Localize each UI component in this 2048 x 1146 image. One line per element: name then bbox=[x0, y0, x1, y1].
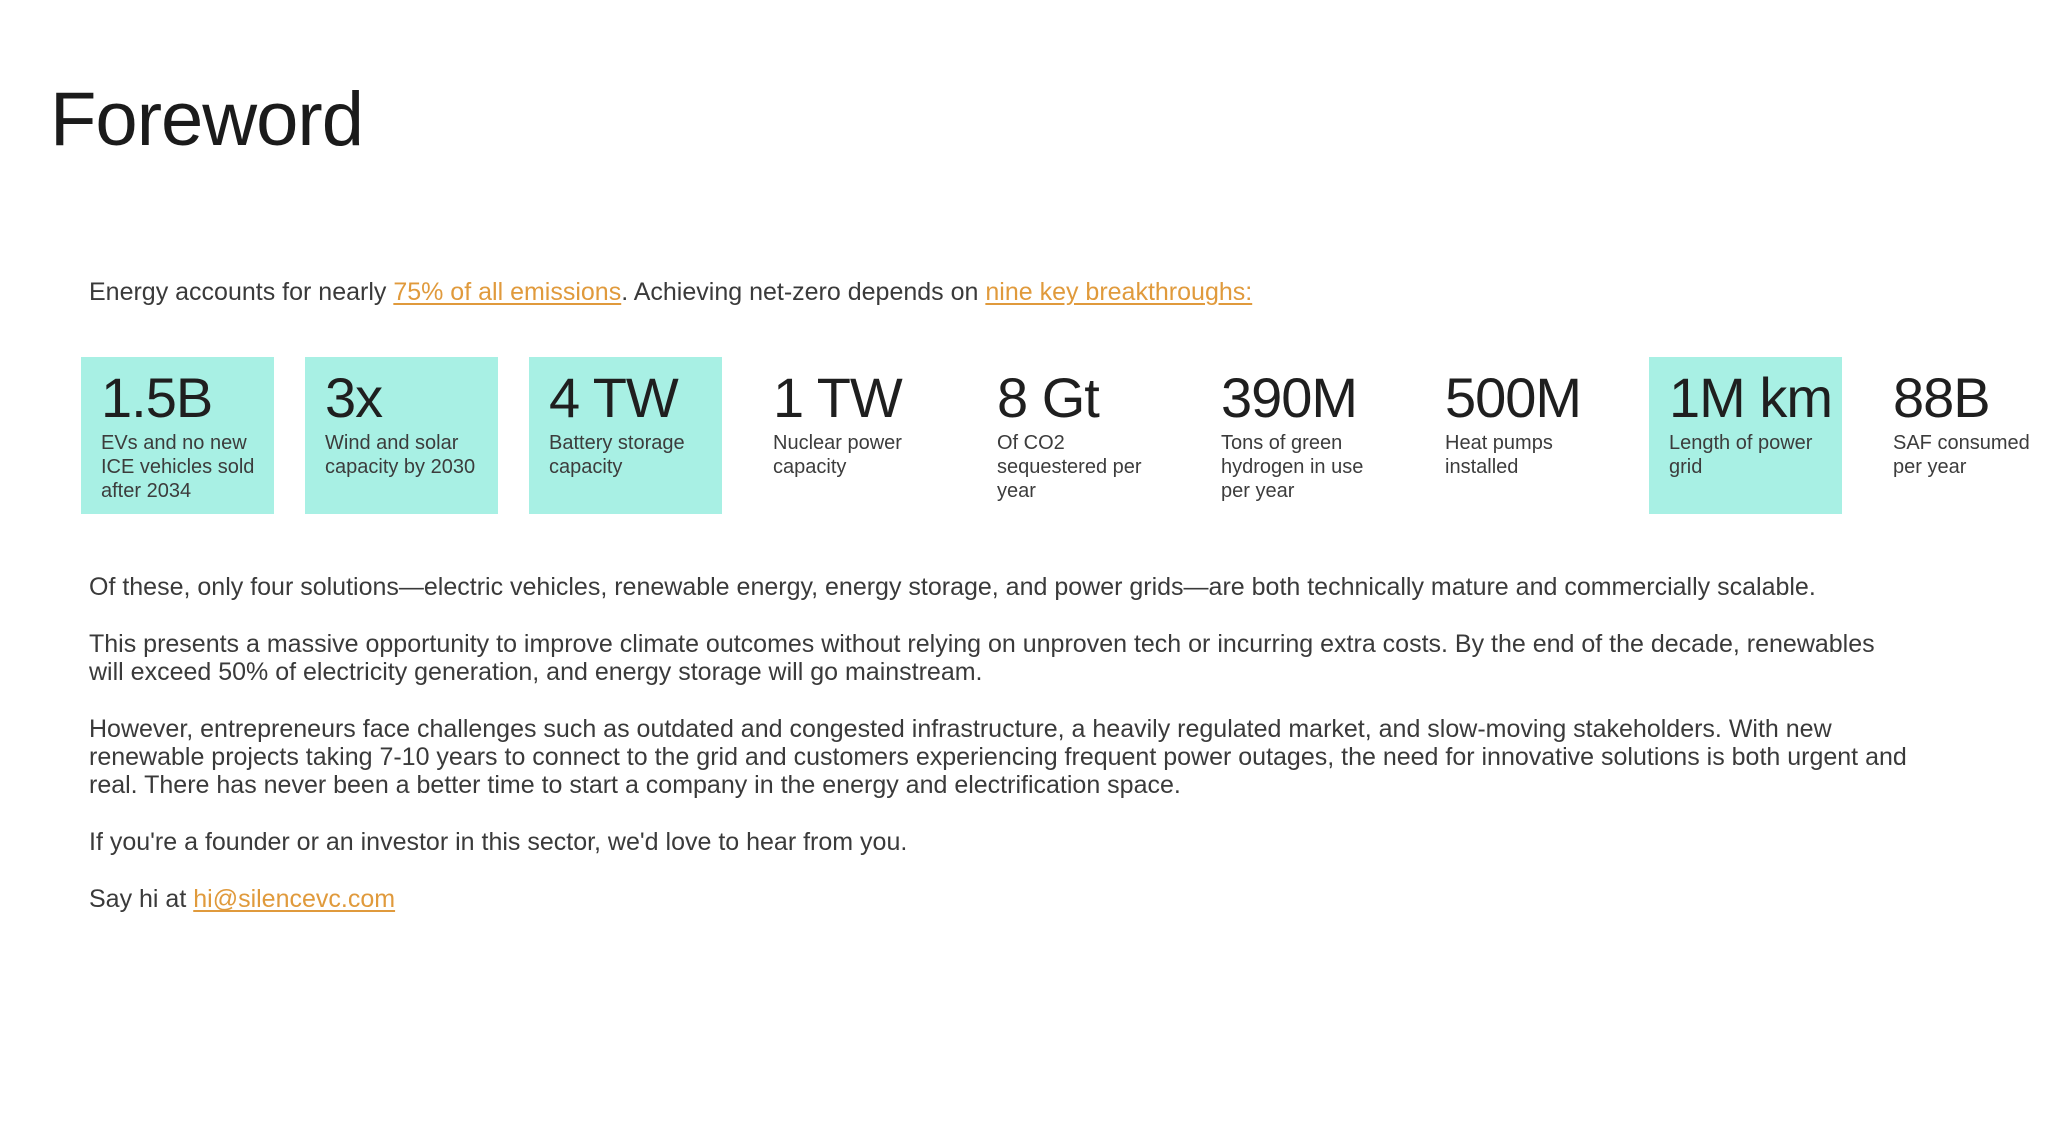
stat-label: Battery storage capacity bbox=[549, 431, 685, 478]
intro-text-2: . Achieving net-zero depends on bbox=[621, 278, 986, 306]
contact-line bbox=[89, 885, 1909, 913]
stat-value: 4 TW bbox=[549, 366, 678, 429]
stat-card-evs bbox=[81, 357, 274, 514]
email-link[interactable]: hi@silencevc.com bbox=[193, 885, 396, 913]
stat-label: Wind and solar capacity by 2030 bbox=[325, 431, 476, 478]
stat-card-hydrogen bbox=[1201, 357, 1394, 514]
stat-value: 390M bbox=[1221, 366, 1358, 429]
stat-value: 500M bbox=[1445, 366, 1582, 429]
stat-label: EVs and no new ICE vehicles sold after 2034 bbox=[101, 431, 255, 502]
stat-card-co2 bbox=[977, 357, 1170, 514]
stat-card-nuclear bbox=[753, 357, 946, 514]
contact-prefix: Say hi at bbox=[89, 885, 194, 913]
stat-card-battery bbox=[529, 357, 722, 514]
stat-label: Length of power grid bbox=[1669, 431, 1813, 478]
stat-value: 1 TW bbox=[773, 366, 902, 429]
stat-value: 8 Gt bbox=[997, 366, 1099, 429]
stat-label: Heat pumps installed bbox=[1445, 431, 1553, 478]
stat-value: 3x bbox=[325, 366, 383, 429]
stat-value: 1M km bbox=[1669, 366, 1832, 429]
stat-value: 1.5B bbox=[101, 366, 213, 429]
stat-card-saf bbox=[1873, 357, 2048, 514]
paragraph-mature-solutions: Of these, only four solutions—electric vehicles, renewable energy, energy storage, and power grids—are both technically mature and commercially scalable. bbox=[89, 573, 1816, 601]
stat-card-grid bbox=[1649, 357, 1842, 514]
stat-value: 88B bbox=[1893, 366, 1990, 429]
paragraph-challenges: However, entrepreneurs face challenges such as outdated and congested infrastructure, a heavily regulated market, and slow-moving stakeholders. With new renewable projects taking 7-10 years to connect to the grid and customers experiencing frequent power outages, the need for innovative solutions is both urgent and real. There has never been a better time to start a company in the energy and electrification space. bbox=[89, 715, 1907, 799]
stat-label: SAF consumed per year bbox=[1893, 431, 2030, 478]
stat-label: Nuclear power capacity bbox=[773, 431, 902, 478]
intro-sentence bbox=[89, 278, 1252, 307]
stat-label: Of CO2 sequestered per year bbox=[997, 431, 1142, 502]
intro-text-1: Energy accounts for nearly bbox=[89, 278, 394, 306]
breakthroughs-link[interactable]: nine key breakthroughs: bbox=[985, 278, 1253, 306]
body-text bbox=[89, 573, 1909, 942]
paragraph-opportunity: This presents a massive opportunity to improve climate outcomes without relying on unproven tech or incurring extra costs. By the end of the decade, renewables will exceed 50% of electricity generation, and energy storage will go mainstream. bbox=[89, 630, 1875, 686]
stat-card-heat-pumps bbox=[1425, 357, 1618, 514]
paragraph-call-to-action: If you're a founder or an investor in this sector, we'd love to hear from you. bbox=[89, 828, 908, 856]
stat-label: Tons of green hydrogen in use per year bbox=[1221, 431, 1364, 502]
emissions-link[interactable]: 75% of all emissions bbox=[393, 278, 622, 306]
page-title: Foreword bbox=[50, 77, 363, 162]
stat-card-wind-solar bbox=[305, 357, 498, 514]
